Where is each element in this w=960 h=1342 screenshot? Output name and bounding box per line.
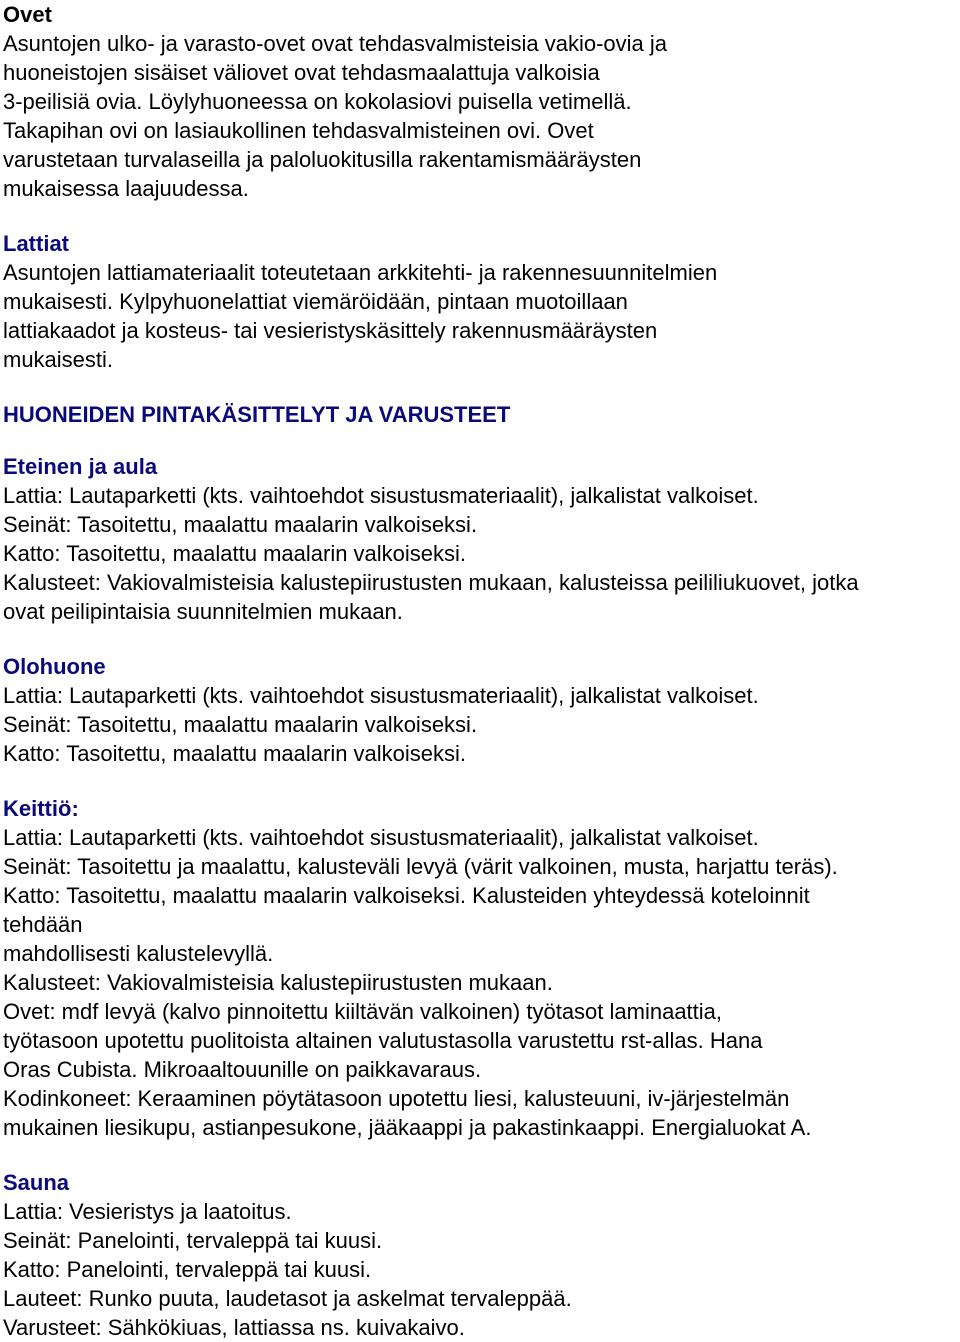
floors-heading: Lattiat (3, 231, 69, 256)
floors-text-line: mukaisesti. (3, 347, 114, 372)
document-page (3, 0, 960, 1342)
kitchen-text-line: mahdollisesti kalustelevyllä. (3, 941, 274, 966)
hall-text-line: Seinät: Tasoitettu, maalattu maalarin valkoiseksi. (3, 512, 478, 537)
hall-text-line: Katto: Tasoitettu, maalattu maalarin valkoiseksi. (3, 541, 467, 566)
living-room-heading: Olohuone (3, 654, 106, 679)
sauna-text-line: Seinät: Panelointi, tervaleppä tai kuusi. (3, 1228, 383, 1253)
spacer (3, 203, 960, 229)
hall-text-line: Lattia: Lautaparketti (kts. vaihtoehdot sisustusmateriaalit), jalkalistat valkoiset. (3, 483, 759, 508)
doors-text-line: huoneistojen sisäiset väliovet ovat tehdasmaalattuja valkoisia (3, 60, 600, 85)
hall-text-line: ovat peilipintaisia suunnitelmien mukaan. (3, 599, 403, 624)
sauna-text-line: Lattia: Vesieristys ja laatoitus. (3, 1199, 292, 1224)
sauna-text-line: Varusteet: Sähkökiuas, lattiassa ns. kuivakaivo. (3, 1315, 465, 1340)
kitchen-text-line: tehdään (3, 912, 83, 937)
floors-text-line: mukaisesti. Kylpyhuonelattiat viemäröidään, pintaan muotoillaan (3, 289, 628, 314)
doors-heading: Ovet (3, 2, 52, 27)
kitchen-text-line: Katto: Tasoitettu, maalattu maalarin valkoiseksi. Kalusteiden yhteydessä koteloinnit (3, 883, 810, 908)
doors-text-line: Takapihan ovi on lasiaukollinen tehdasvalmisteinen ovi. Ovet (3, 118, 594, 143)
floors-text-line: lattiakaadot ja kosteus- tai vesieristyskäsittely rakennusmääräysten (3, 318, 658, 343)
kitchen-text-line: mukainen liesikupu, astianpesukone, jääkaappi ja pakastinkaappi. Energialuokat A. (3, 1115, 812, 1140)
spacer (3, 626, 960, 652)
sauna-heading: Sauna (3, 1170, 70, 1195)
doors-text-line: Asuntojen ulko- ja varasto-ovet ovat tehdasvalmisteisia vakio-ovia ja (3, 31, 667, 56)
kitchen-text-line: Oras Cubista. Mikroaaltouunille on paikkavaraus. (3, 1057, 482, 1082)
spacer (3, 1142, 960, 1168)
kitchen-text-line: Lattia: Lautaparketti (kts. vaihtoehdot sisustusmateriaalit), jalkalistat valkoiset. (3, 825, 759, 850)
living-room-text-line: Seinät: Tasoitettu, maalattu maalarin valkoiseksi. (3, 712, 478, 737)
spacer (3, 429, 960, 452)
living-room-text-line: Katto: Tasoitettu, maalattu maalarin valkoiseksi. (3, 741, 467, 766)
kitchen-text-line: Ovet: mdf levyä (kalvo pinnoitettu kiiltävän valkoinen) työtasot laminaattia, (3, 999, 723, 1024)
doors-text-line: mukaisessa laajuudessa. (3, 176, 249, 201)
sauna-text-line: Lauteet: Runko puuta, laudetasot ja askelmat tervaleppää. (3, 1286, 572, 1311)
section-title: HUONEIDEN PINTAKÄSITTELYT JA VARUSTEET (3, 402, 511, 427)
spacer (3, 374, 960, 400)
doors-text-line: 3-peilisiä ovia. Löylyhuoneessa on kokolasiovi puisella vetimellä. (3, 89, 632, 114)
kitchen-text-line: Seinät: Tasoitettu ja maalattu, kalusteväli levyä (värit valkoinen, musta, harjattu teräs). (3, 854, 838, 879)
hall-heading: Eteinen ja aula (3, 454, 158, 479)
doors-text-line: varustetaan turvalaseilla ja paloluokitusilla rakentamismääräysten (3, 147, 642, 172)
floors-text-line: Asuntojen lattiamateriaalit toteutetaan arkkitehti- ja rakennesuunnitelmien (3, 260, 718, 285)
kitchen-text-line: työtasoon upotettu puolitoista altainen valutustasolla varustettu rst-allas. Hana (3, 1028, 763, 1053)
sauna-text-line: Katto: Panelointi, tervaleppä tai kuusi. (3, 1257, 372, 1282)
kitchen-text-line: Kalusteet: Vakiovalmisteisia kalustepiirustusten mukaan. (3, 970, 553, 995)
hall-text-line: Kalusteet: Vakiovalmisteisia kalustepiirustusten mukaan, kalusteissa peililiukuovet, jotka (3, 570, 859, 595)
living-room-text-line: Lattia: Lautaparketti (kts. vaihtoehdot sisustusmateriaalit), jalkalistat valkoiset. (3, 683, 759, 708)
kitchen-text-line: Kodinkoneet: Keraaminen pöytätasoon upotettu liesi, kalusteuuni, iv-järjestelmän (3, 1086, 790, 1111)
kitchen-heading: Keittiö: (3, 796, 79, 821)
spacer (3, 768, 960, 794)
